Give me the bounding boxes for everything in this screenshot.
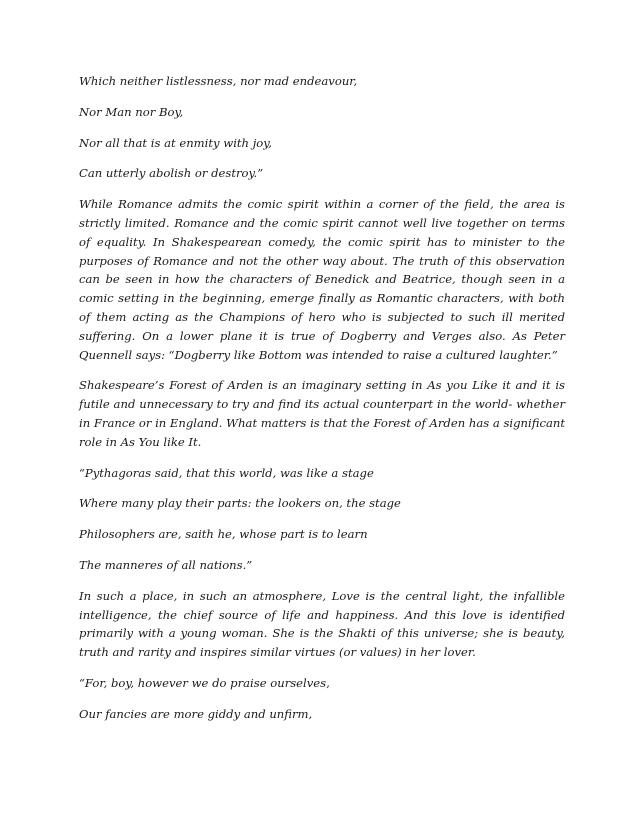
verse-line: Philosophers are, saith he, whose part is to learn (79, 527, 368, 542)
verse-line: “Pythagoras said, that this world, was like a stage (79, 465, 374, 480)
paragraph-romance-comic-spirit: While Romance admits the comic spirit within a corner of the field, the area is strictly limited. Romance and the comic spirit cannot well live together on terms of equality. In Shakespearean comedy, the comic spirit has to minister to the purposes of Romance and not the other way about. The truth of this observation can be seen in how the characters of Benedick and Beatrice, though seen in a comic setting in the beginning, emerge finally as Romantic characters, with both of them acting as the Champions of hero who is subjected to such ill merited suffering. On a lower plane it is true of Dogberry and Verges also. As Peter Quennell says: “Dogberry like Bottom was intended to raise a cultured laughter.” (79, 197, 565, 362)
verse-line: Our fancies are more giddy and unfirm, (79, 706, 313, 721)
verse-line: The manneres of all nations.” (79, 557, 253, 572)
document-page (79, 72, 565, 736)
paragraph-love-central-light: In such a place, in such an atmosphere, Love is the central light, the infallible intelligence, the chief source of life and happiness. And this love is identified primarily with a young woman. She is the Shakti of this universe; she is beauty, truth and rarity and inspires similar virtues (or values) in her lover. (79, 588, 565, 660)
verse-line: “For, boy, however we do praise ourselves, (79, 675, 330, 690)
verse-line: Nor all that is at enmity with joy, (79, 135, 272, 150)
verse-line: Which neither listlessness, nor mad endeavour, (79, 74, 358, 88)
verse-line: Can utterly abolish or destroy.” (79, 166, 264, 181)
paragraph-forest-of-arden: Shakespeare’s Forest of Arden is an imaginary setting in As you Like it and it is futile and unnecessary to try and find its actual counterpart in the world- whether in France or in England. What matters is that the Forest of Arden has a significant role in As You like It. (79, 378, 565, 449)
verse-line: Where many play their parts: the lookers on, the stage (79, 496, 401, 511)
verse-line: Nor Man nor Boy, (79, 104, 184, 119)
